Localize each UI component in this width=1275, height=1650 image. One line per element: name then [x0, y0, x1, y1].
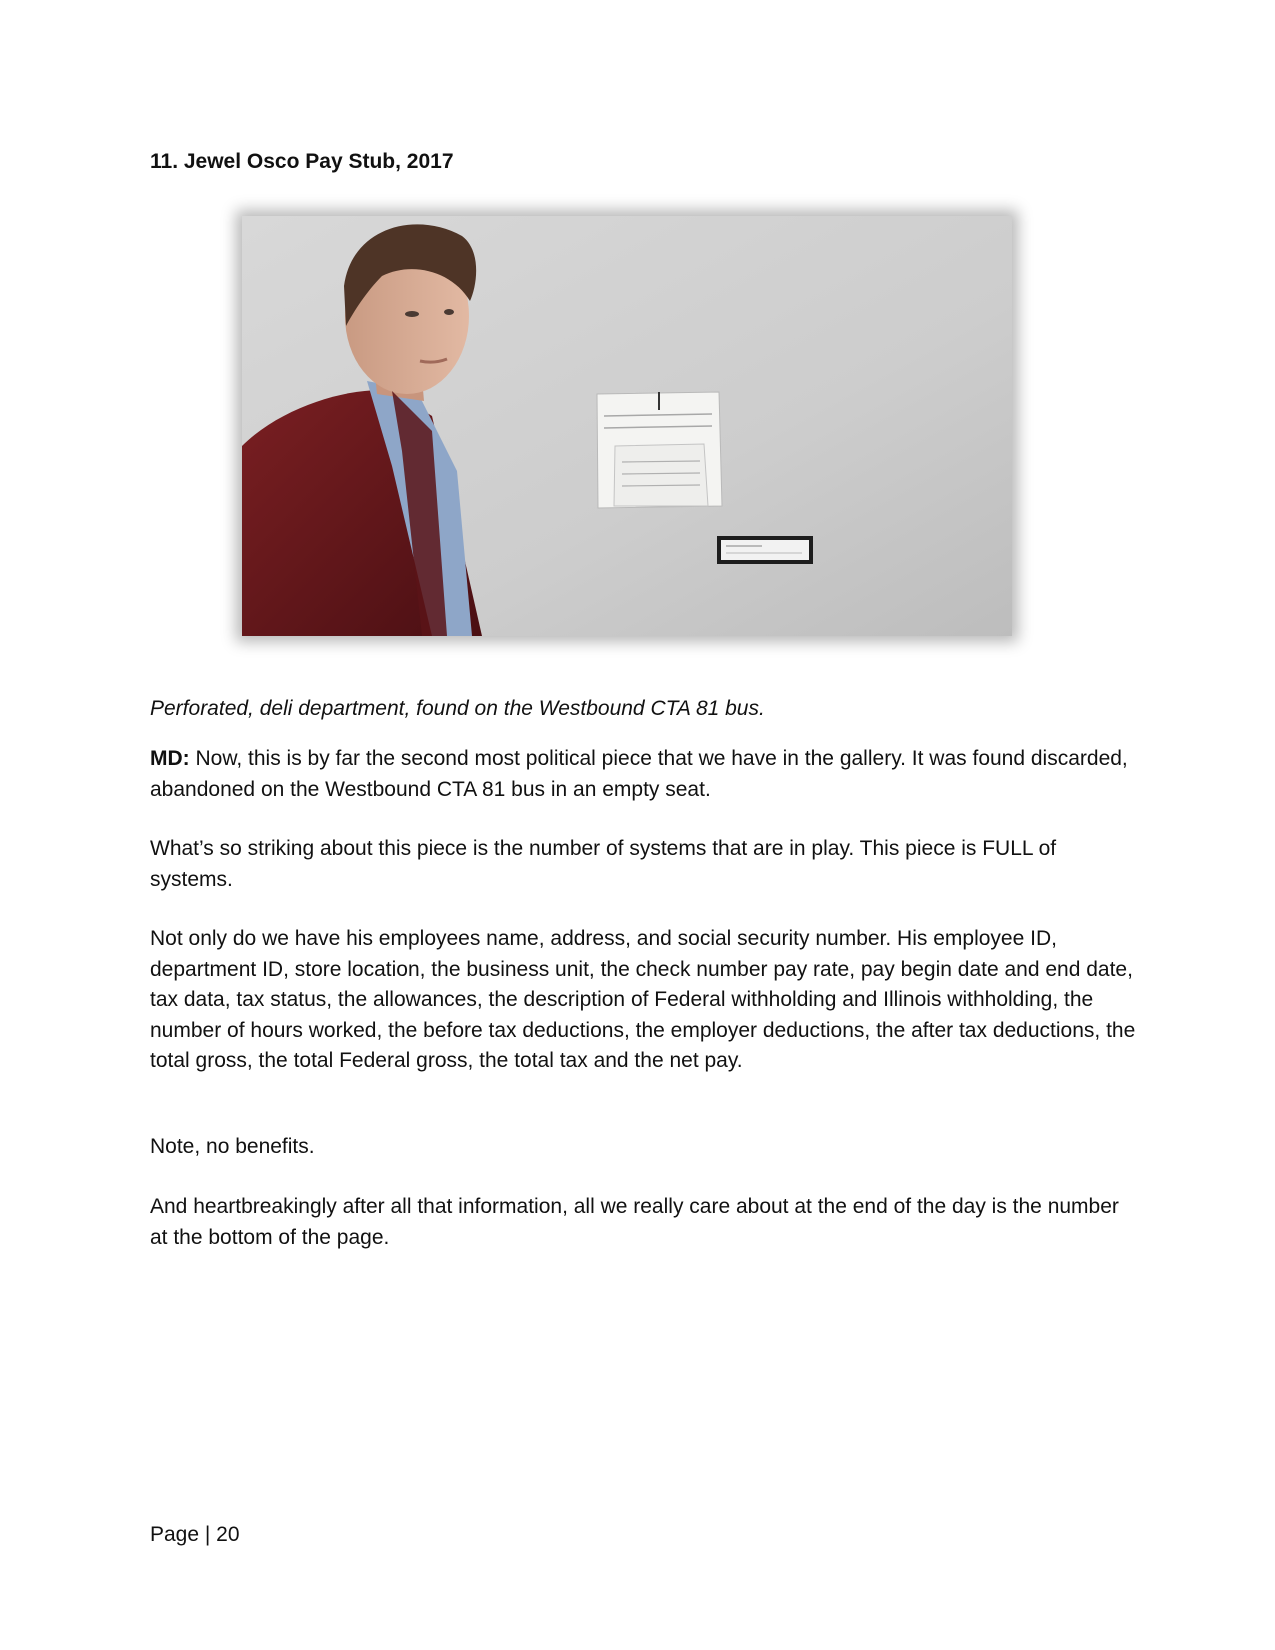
paragraph-4: Note, no benefits.: [150, 1135, 315, 1158]
paragraph-1: [150, 744, 1140, 805]
gallery-photo: [242, 216, 1012, 636]
photo-caption: Perforated, deli department, found on the Westbound CTA 81 bus.: [150, 697, 765, 720]
speaker-label: MD:: [150, 747, 190, 770]
paragraph-2: What’s so striking about this piece is the number of systems that are in play. This piece is FULL of systems.: [150, 837, 1057, 891]
gallery-photo-illustration: [242, 216, 1012, 636]
paragraph-3: Not only do we have his employees name, address, and social security number. His employee ID, department ID, store location, the business unit, the check number pay rate, pay begin date and end date, tax data, tax status, the allowances, the description of Federal withholding and Illinois withholding, the number of hours worked, the before tax deductions, the employer deductions, the after tax deductions, the total gross, the total Federal gross, the total tax and the net pay.: [150, 927, 1136, 1072]
page-number-footer: Page | 20: [150, 1523, 240, 1546]
paragraph-1-text: Now, this is by far the second most political piece that we have in the gallery. It was found discarded, abandoned on the Westbound CTA 81 bus in an empty seat.: [150, 747, 1128, 801]
section-heading: 11. Jewel Osco Pay Stub, 2017: [150, 150, 454, 173]
wall-label-plaque: [717, 536, 813, 564]
paragraph-5: And heartbreakingly after all that information, all we really care about at the end of the day is the number at the bottom of the page.: [150, 1195, 1119, 1249]
pay-stub-artwork: [597, 392, 722, 508]
